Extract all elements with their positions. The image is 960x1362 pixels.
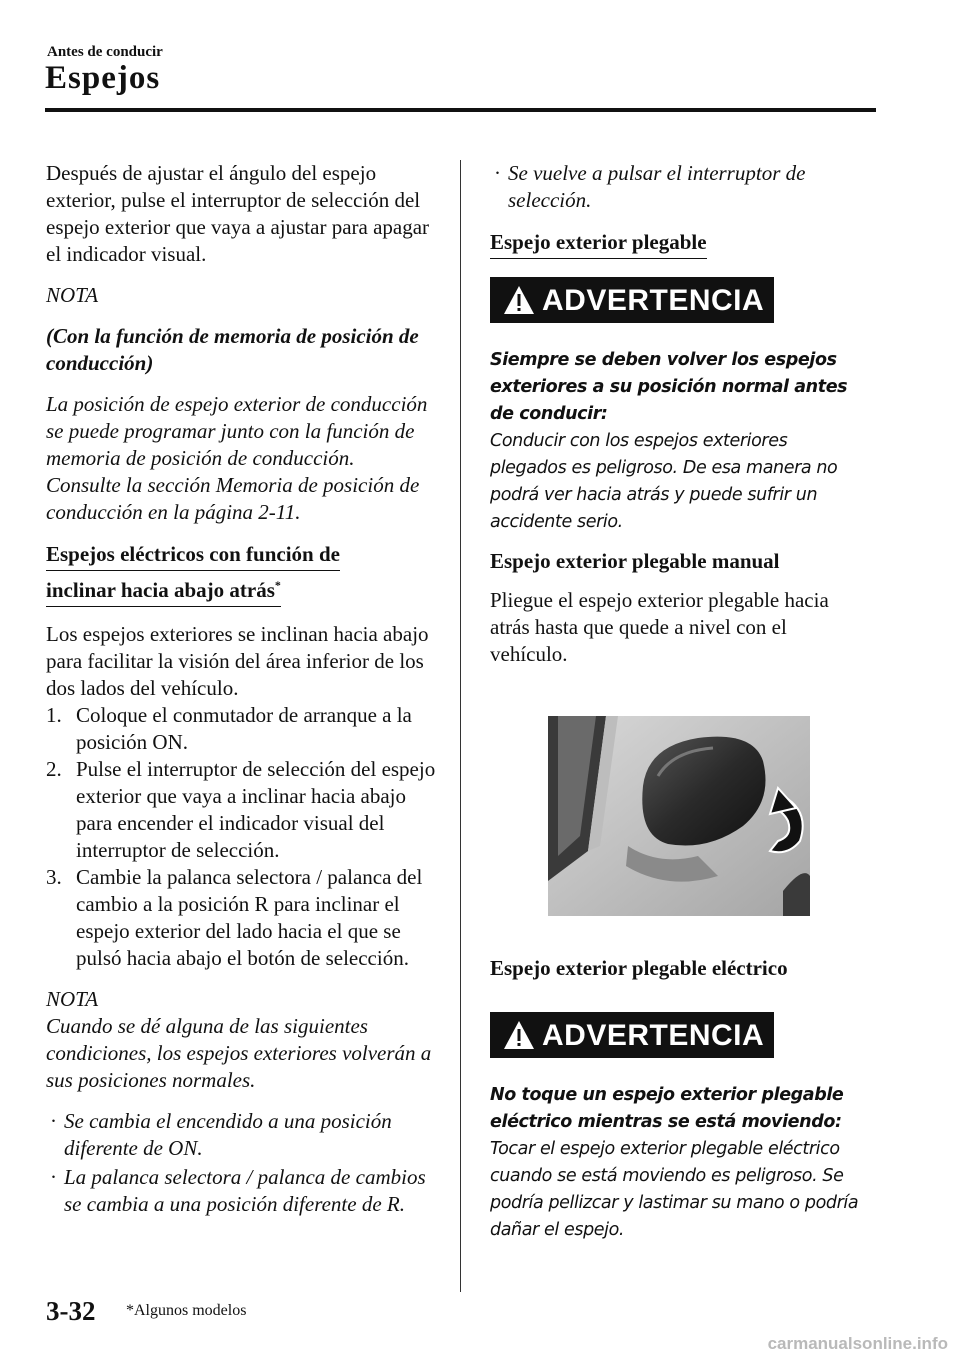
conditions-list-cont xyxy=(490,160,865,214)
bullet-icon: · xyxy=(50,1165,57,1189)
warning-lead-1: Siempre se deben volver los espejos exteriores a su posición normal antes de conducir: xyxy=(490,350,848,424)
footer-note: *Algunos modelos xyxy=(126,1302,247,1319)
bullet-icon: · xyxy=(494,161,501,185)
step-text: Pulse el interruptor de selección del espejo exterior que vaya a inclinar hacia abajo para encender el indicador visual del interruptor de selección. xyxy=(76,757,436,862)
note-label: NOTA xyxy=(46,283,99,307)
condition-text: La palanca selectora / palanca de cambios se cambia a una posición diferente de R. xyxy=(64,1165,426,1216)
warning-badge-label: ADVERTENCIA xyxy=(542,283,765,317)
section-heading-folding-text: Espejo exterior plegable xyxy=(490,228,707,259)
note2-body: Cuando se dé alguna de las siguientes condiciones, los espejos exteriores volverán a sus posiciones normales. xyxy=(46,1014,432,1092)
note-body-part1: La posición de espejo exterior de conducción se puede programar junto con la función de memoria de posición de conducción. xyxy=(46,392,428,470)
note-body xyxy=(46,391,441,526)
warning-badge-label: ADVERTENCIA xyxy=(542,1018,765,1052)
manual-heading: Espejo exterior plegable manual xyxy=(490,549,780,573)
step-text: Coloque el conmutador de arranque a la posición ON. xyxy=(76,703,412,754)
right-column xyxy=(490,160,865,1256)
section-heading-tilt xyxy=(46,540,441,607)
section-label: Antes de conducir xyxy=(47,44,163,60)
header-rule xyxy=(45,108,876,112)
condition-text: Se cambia el encendido a una posición diferente de ON. xyxy=(64,1109,392,1160)
note-body-part2: Consulte la sección Memoria de posición de conducción en la página 2-11. xyxy=(46,473,420,524)
optional-mark: * xyxy=(274,578,281,592)
page-title: Espejos xyxy=(45,60,161,96)
warning-text-2 xyxy=(490,1082,865,1244)
column-divider xyxy=(460,160,461,1292)
condition-item xyxy=(46,1108,441,1162)
warning-text-1 xyxy=(490,347,865,536)
condition-text: Se vuelve a pulsar el interruptor de selección. xyxy=(508,161,806,212)
section-heading-tilt-text: inclinar hacia abajo atrás xyxy=(46,578,275,602)
steps-list xyxy=(46,702,441,972)
step-item xyxy=(46,756,441,864)
step-number: 3. xyxy=(46,865,62,889)
intro-paragraph: Después de ajustar el ángulo del espejo exterior, pulse el interruptor de selección del espejo exterior que vaya a ajustar para apagar el indicador visual. xyxy=(46,161,430,266)
conditions-list xyxy=(46,1108,441,1218)
section-heading-tilt-line1: Espejos eléctricos con función de xyxy=(46,540,340,571)
step-item xyxy=(46,864,441,972)
condition-item xyxy=(46,1164,441,1218)
electric-heading: Espejo exterior plegable eléctrico xyxy=(490,956,788,980)
page-number: 3-32 xyxy=(46,1296,96,1326)
step-item xyxy=(46,702,441,756)
warning-badge xyxy=(490,1012,774,1058)
step-text: Cambie la palanca selectora / palanca del cambio a la posición R para inclinar el espejo exterior del lado hacia el que se pulsó hacia abajo el botón de selección. xyxy=(76,865,423,970)
section-heading-tilt-line2 xyxy=(46,571,281,607)
manual-body: Pliegue el espejo exterior plegable hacia atrás hasta que quede a nivel con el vehículo. xyxy=(490,588,829,666)
condition-item xyxy=(490,160,865,214)
warning-body-2: Tocar el espejo exterior plegable eléctrico cuando se está moviendo es peligroso. Se podría pellizcar y lastimar su mano o podría dañar el espejo. xyxy=(490,1139,859,1240)
warning-badge xyxy=(490,277,774,323)
tilt-intro: Los espejos exteriores se inclinan hacia abajo para facilitar la visión del área inferior de los dos lados del vehículo. xyxy=(46,622,429,700)
note2-label: NOTA xyxy=(46,987,99,1011)
watermark: carmanualsonline.info xyxy=(767,1334,948,1353)
folding-mirror-illustration xyxy=(548,716,810,916)
bullet-icon: · xyxy=(50,1109,57,1133)
warning-triangle-icon xyxy=(502,1019,536,1051)
warning-triangle-icon xyxy=(502,284,536,316)
left-column xyxy=(46,160,441,1224)
warning-lead-2: No toque un espejo exterior plegable eléctrico mientras se está moviendo: xyxy=(490,1085,844,1132)
step-number: 1. xyxy=(46,703,62,727)
note-heading: (Con la función de memoria de posición de conducción) xyxy=(46,324,419,375)
warning-body-1: Conducir con los espejos exteriores plegados es peligroso. De esa manera no podrá ver hacia atrás y puede sufrir un accidente serio. xyxy=(490,431,838,532)
step-number: 2. xyxy=(46,757,62,781)
section-heading-folding xyxy=(490,228,865,259)
